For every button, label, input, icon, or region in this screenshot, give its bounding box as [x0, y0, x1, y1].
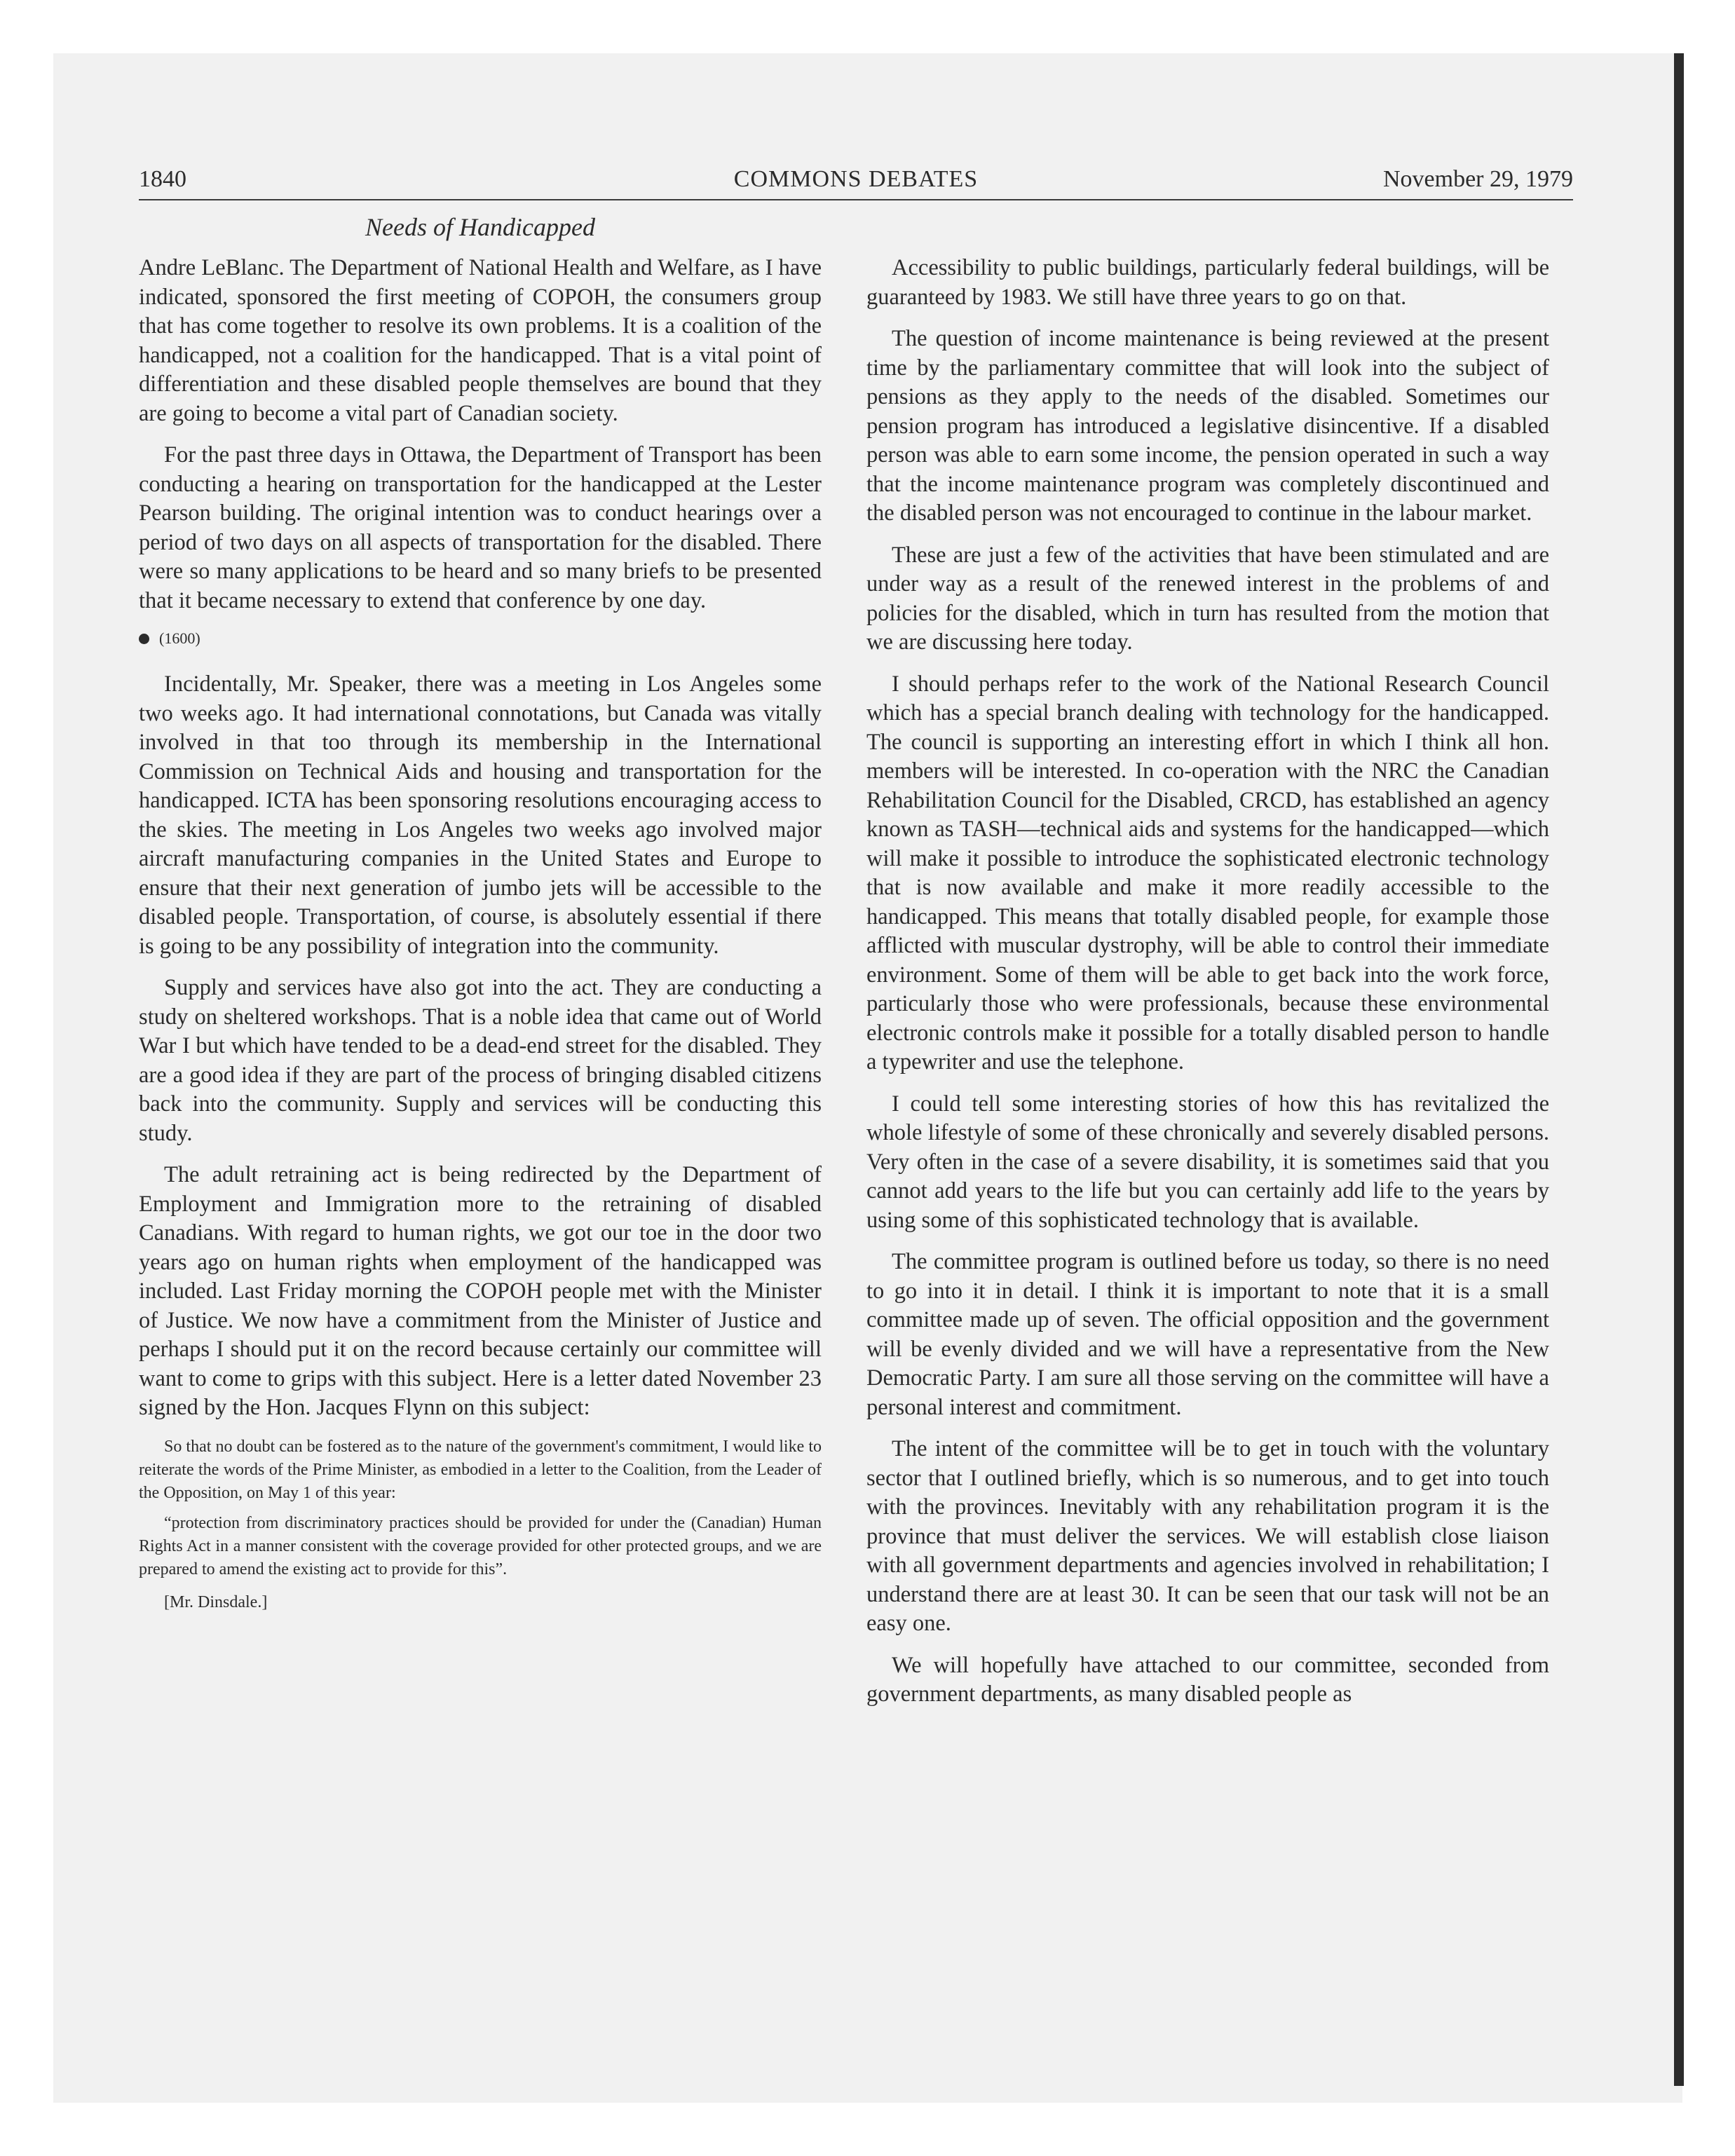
- paragraph: I should perhaps refer to the work of the National Research Council which has a special branch dealing with technology for the handicapped. The council is supporting an interesting effort in which I think all hon. members will be interested. In co-operation with the NRC the Canadian Rehabilitation Council for the Disabled, CRCD, has established an agency known as TASH—technical aids and systems for the handicapped—which will make it possible to introduce the sophisticated electronic technology that is now available and make it more readily accessible to the handicapped. This means that totally disabled people, for example those afflicted with muscular dystrophy, will be able to control their immediate environment. Some of them will be able to get back into the work force, particularly those who were professionals, because these environmental electronic controls make it possible for a totally disabled person to handle a typewriter and use the telephone.: [866, 671, 1549, 1074]
- paragraph: Supply and services have also got into the act. They are conducting a study on sheltered workshops. That is a noble idea that came out of World War I but which have tended to be a dead-end street for the disabled. They are a good idea if they are part of the process of bringing disabled citizens back into the community. Supply and services will be conducting this study.: [139, 975, 822, 1146]
- page-header: [139, 165, 1573, 193]
- subject-heading: Needs of Handicapped: [365, 213, 595, 241]
- paragraph: The committee program is outlined before us today, so there is no need to go into it in detail. I think it is important to note that it is a small committee made up of seven. The official opposition and the government will be evenly divided and we will have a representative from the New Democratic Party. I am sure all those serving on the committee will have a personal interest and commitment.: [866, 1249, 1549, 1420]
- block-quote: “protection from discriminatory practices should be provided for under the (Canadian) Human Rights Act in a manner consistent with the coverage provided for other protected groups, and we are prepared to amend the existing act to provide for this”.: [139, 1513, 822, 1578]
- paragraph: Incidentally, Mr. Speaker, there was a meeting in Los Angeles some two weeks ago. It had international connotations, but Canada was vitally involved in that too through its membership in the International Commission on Technical Aids and housing and transportation for the handicapped. ICTA has been sponsoring resolutions encouraging access to the skies. The meeting in Los Angeles two weeks ago involved major aircraft manufacturing companies in the United States and Europe to ensure that their next generation of jumbo jets will be accessible to the disabled people. Transportation, of course, is absolutely essential if there is going to be any possibility of integration into the community.: [139, 671, 822, 959]
- paragraph: The question of income maintenance is being reviewed at the present time by the parliamentary committee that will look into the subject of pensions as they apply to the needs of the disabled. Sometimes our pension program has introduced a legislative disincentive. If a disabled person was able to earn some income, the pension operated in such a way that the income maintenance program was completely discontinued and the disabled person was not encouraged to continue in the labour market.: [866, 326, 1549, 526]
- left-column: [139, 254, 822, 1627]
- paragraph: The intent of the committee will be to get in touch with the voluntary sector that I outlined briefly, which is so numerous, and to get into touch with the provinces. Inevitably with any rehabilitation program it is the province that must deliver the services. We will establish close liaison with all government departments and agencies involved in rehabilitation; I understand there are at least 30. It can be seen that our task will not be an easy one.: [866, 1436, 1549, 1636]
- paragraph: We will hopefully have attached to our committee, seconded from government departments, as many disabled people as: [866, 1652, 1549, 1707]
- time-marker: [139, 628, 822, 649]
- scan-edge-bar: [1674, 53, 1684, 2086]
- publication-title: COMMONS DEBATES: [733, 166, 979, 192]
- publication-date: November 29, 1979: [1382, 166, 1573, 192]
- time-marker-label: (1600): [159, 629, 200, 647]
- header-rule: [139, 199, 1573, 200]
- paragraph: These are just a few of the activities that have been stimulated and are under way as a result of the renewed interest in the problems of and policies for the disabled, which in turn has resulted from the motion that we are discussing here today.: [866, 542, 1549, 655]
- paragraph: Andre LeBlanc. The Department of National Health and Welfare, as I have indicated, sponsored the first meeting of COPOH, the consumers group that has come together to resolve its own problems. It is a coalition of the handicapped, not a coalition for the handicapped. That is a vital point of differentiation and these disabled people themselves are bound that they are going to become a vital part of Canadian society.: [139, 255, 822, 426]
- paragraph: For the past three days in Ottawa, the Department of Transport has been conducting a hearing on transportation for the handicapped at the Lester Pearson building. The original intention was to conduct hearings over a period of two days on all aspects of transportation for the disabled. There were so many applications to be heard and so many briefs to be presented that it became necessary to extend that conference by one day.: [139, 442, 822, 613]
- right-column: [866, 254, 1549, 1722]
- paragraph: The adult retraining act is being redirected by the Department of Employment and Immigration more to the retraining of disabled Canadians. With regard to human rights, we got our toe in the door two years ago on human rights when employment of the handicapped was included. Last Friday morning the COPOH people met with the Minister of Justice. We now have a commitment from the Minister of Justice and perhaps I should put it on the record because certainly our committee will want to come to grips with this subject. Here is a letter dated November 23 signed by the Hon. Jacques Flynn on this subject:: [139, 1162, 822, 1420]
- bullet-icon: [139, 634, 149, 644]
- paragraph: Accessibility to public buildings, particularly federal buildings, will be guaranteed by 1983. We still have three years to go on that.: [866, 255, 1549, 310]
- page-number: 1840: [139, 166, 186, 192]
- paragraph: I could tell some interesting stories of how this has revitalized the whole lifestyle of some of these chronically and severely disabled persons. Very often in the case of a severe disability, it is sometimes said that you cannot add years to the life but you can certainly add life to the years by using some of this sophisticated technology that is available.: [866, 1091, 1549, 1233]
- speaker-attribution: [Mr. Dinsdale.]: [164, 1592, 268, 1611]
- block-quote: So that no doubt can be fostered as to the nature of the government's commitment, I would like to reiterate the words of the Prime Minister, as embodied in a letter to the Coalition, from the Leader of the Opposition, on May 1 of this year:: [139, 1437, 822, 1502]
